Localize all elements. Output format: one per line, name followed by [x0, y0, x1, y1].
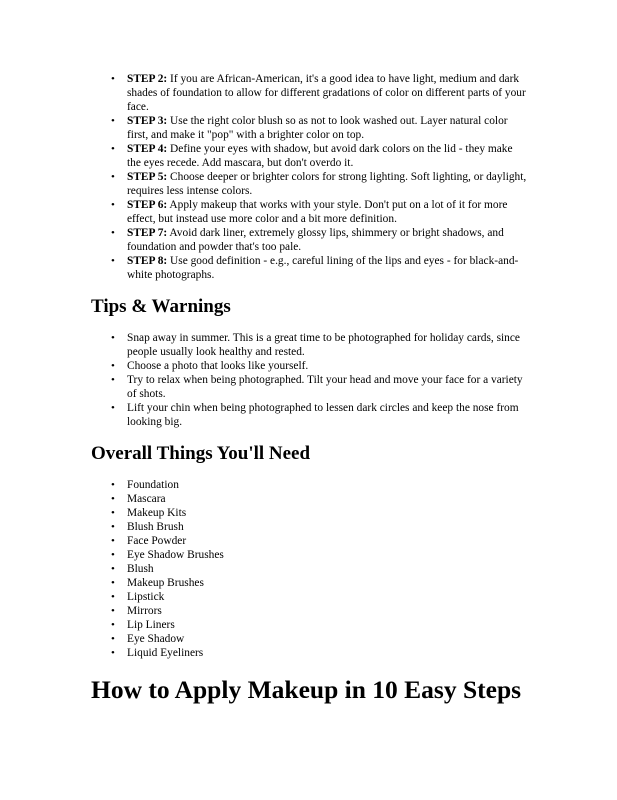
bullet: •	[111, 255, 115, 267]
bullet: •	[111, 521, 115, 533]
step-label: STEP 2:	[127, 73, 168, 85]
tip-text: Lift your chin when being photographed to lessen dark circles and keep the nose from looking big.	[127, 402, 519, 428]
tip-item	[111, 401, 527, 429]
bullet: •	[111, 479, 115, 491]
step-text: Avoid dark liner, extremely glossy lips, shimmery or bright shadows, and foundation and powder that's too pale.	[127, 227, 504, 253]
list-item	[111, 520, 427, 534]
bullet: •	[111, 647, 115, 659]
item-text: Lip Liners	[127, 619, 175, 631]
item-text: Lipstick	[127, 591, 165, 603]
step-item	[111, 198, 527, 226]
steps-list	[111, 72, 527, 282]
tip-text: Try to relax when being photographed. Tilt your head and move your face for a variety of shots.	[127, 374, 523, 400]
bullet: •	[111, 374, 115, 386]
list-item	[111, 548, 427, 562]
things-needed-list	[111, 478, 427, 660]
step-label: STEP 8:	[127, 255, 168, 267]
step-text: Define your eyes with shadow, but avoid dark colors on the lid - they make the eyes recede. Add mascara, but don't overdo it.	[127, 143, 513, 169]
step-text: Use good definition - e.g., careful lining of the lips and eyes - for black-and-white photographs.	[127, 255, 519, 281]
bullet: •	[111, 171, 115, 183]
step-text: Choose deeper or brighter colors for strong lighting. Soft lighting, or daylight, requires less intense colors.	[127, 171, 527, 197]
bullet: •	[111, 577, 115, 589]
step-item	[111, 142, 527, 170]
page-title: How to Apply Makeup in 10 Easy Steps	[91, 675, 522, 704]
bullet: •	[111, 633, 115, 645]
step-item	[111, 226, 527, 254]
tips-list	[111, 331, 527, 429]
list-item	[111, 618, 427, 632]
item-text: Mascara	[127, 493, 166, 505]
item-text: Liquid Eyeliners	[127, 647, 204, 659]
bullet: •	[111, 591, 115, 603]
tip-text: Choose a photo that looks like yourself.	[127, 360, 309, 372]
bullet: •	[111, 332, 115, 344]
step-item	[111, 114, 527, 142]
step-item	[111, 254, 527, 282]
tip-text: Snap away in summer. This is a great time to be photographed for holiday cards, since people usually look healthy and rested.	[127, 332, 520, 358]
bullet: •	[111, 360, 115, 372]
item-text: Blush Brush	[127, 521, 184, 533]
bullet: •	[111, 227, 115, 239]
step-label: STEP 7:	[127, 227, 168, 239]
bullet: •	[111, 605, 115, 617]
bullet: •	[111, 563, 115, 575]
item-text: Makeup Brushes	[127, 577, 204, 589]
list-item	[111, 562, 427, 576]
item-text: Eye Shadow	[127, 633, 185, 645]
list-item	[111, 506, 427, 520]
item-text: Foundation	[127, 479, 179, 491]
bullet: •	[111, 507, 115, 519]
item-text: Eye Shadow Brushes	[127, 549, 224, 561]
item-text: Face Powder	[127, 535, 187, 547]
bullet: •	[111, 402, 115, 414]
tip-item	[111, 373, 527, 401]
bullet: •	[111, 549, 115, 561]
things-needed-heading: Overall Things You'll Need	[91, 443, 311, 464]
list-item	[111, 492, 427, 506]
list-item	[111, 534, 427, 548]
tips-heading: Tips & Warnings	[91, 296, 231, 317]
step-label: STEP 5:	[127, 171, 168, 183]
bullet: •	[111, 143, 115, 155]
tip-item	[111, 359, 527, 373]
item-text: Blush	[127, 563, 154, 575]
step-text: If you are African-American, it's a good idea to have light, medium and dark shades of foundation to allow for different gradations of color on different parts of your face.	[127, 73, 526, 113]
list-item	[111, 646, 427, 660]
list-item	[111, 590, 427, 604]
bullet: •	[111, 115, 115, 127]
item-text: Mirrors	[127, 605, 162, 617]
list-item	[111, 604, 427, 618]
list-item	[111, 576, 427, 590]
step-item	[111, 72, 527, 114]
bullet: •	[111, 535, 115, 547]
step-label: STEP 3:	[127, 115, 168, 127]
step-text: Use the right color blush so as not to look washed out. Layer natural color first, and make it "pop" with a brighter color on top.	[127, 115, 508, 141]
bullet: •	[111, 73, 115, 85]
step-item	[111, 170, 527, 198]
step-text: Apply makeup that works with your style. Don't put on a lot of it for more effect, but instead use more color and a bit more definition.	[127, 199, 508, 225]
step-label: STEP 4:	[127, 143, 168, 155]
list-item	[111, 632, 427, 646]
step-label: STEP 6:	[127, 199, 168, 211]
item-text: Makeup Kits	[127, 507, 187, 519]
bullet: •	[111, 493, 115, 505]
bullet: •	[111, 619, 115, 631]
list-item	[111, 478, 427, 492]
tip-item	[111, 331, 527, 359]
bullet: •	[111, 199, 115, 211]
